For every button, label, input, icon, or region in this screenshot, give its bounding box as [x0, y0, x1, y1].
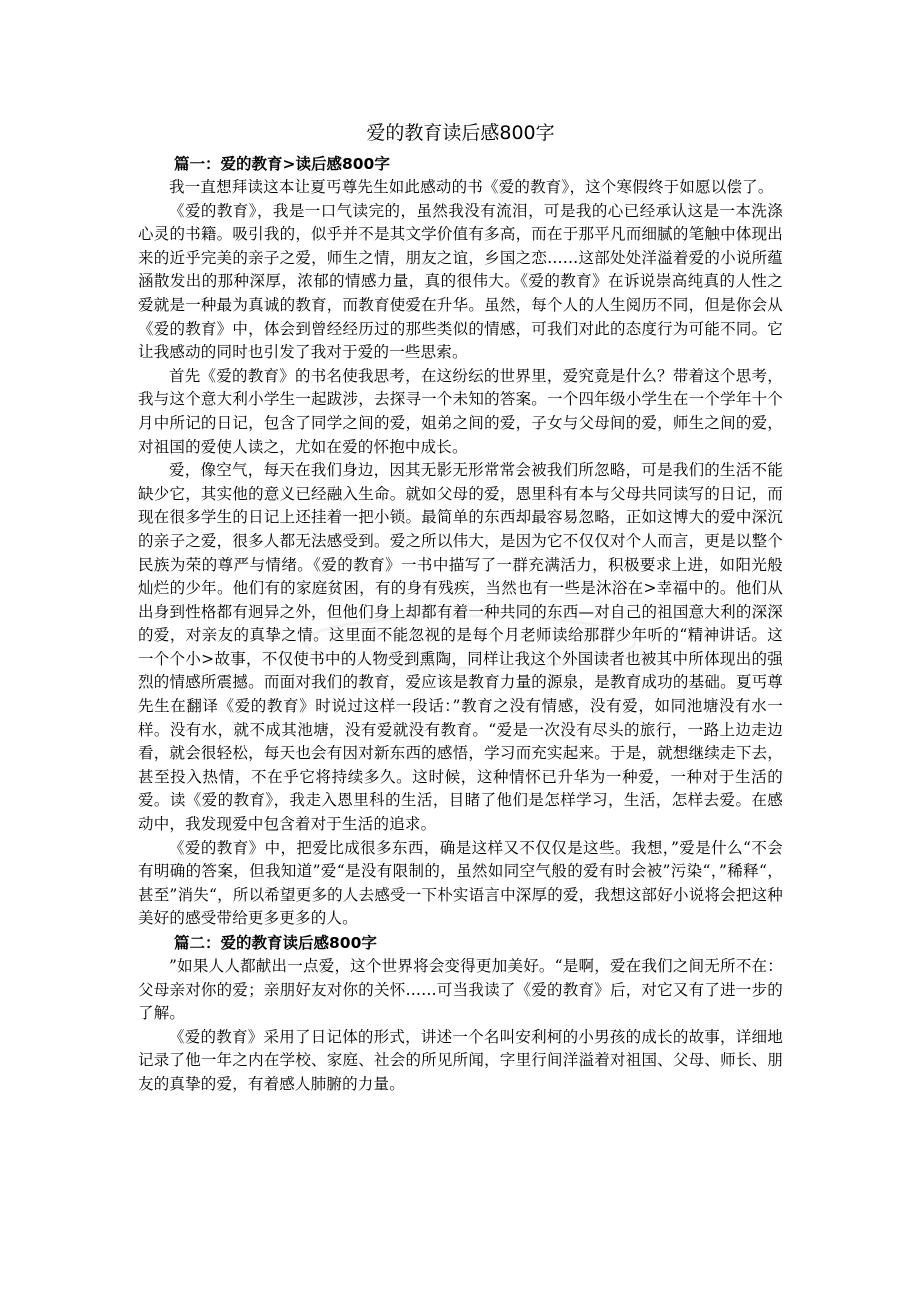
paragraph: 首先《爱的教育》的书名使我思考，在这纷纭的世界里，爱究竟是什么？带着这个思考，我与这个意大利小学生一起跋涉，去探寻一个未知的答案。一个四年级小学生在一个学年十个月中所记的日记，包含了同学之间的爱，姐弟之间的爱，子女与父母间的爱，师生之间的爱，对祖国的爱使人读之，尤如在爱的怀抱中成长。 — [138, 366, 783, 456]
paragraph: 《爱的教育》中，把爱比成很多东西，确是这样又不仅仅是这些。我想，”爱是什么“不会有明确的答案，但我知道”爱“是没有限制的，虽然如同空气般的爱有时会被”污染“，”稀释“，甚至”消失“，所以希望更多的人去感受一下朴实语言中深厚的爱，我想这部好小说将会把这种美好的感受带给更多更多的人。 — [138, 838, 783, 928]
document-title: 爱的教育读后感800字 — [366, 122, 555, 144]
paragraph: 《爱的教育》，我是一口气读完的，虽然我没有流泪，可是我的心已经承认这是一本洗涤心灵的书籍。吸引我的，似乎并不是其文学价值有多高，而在于那平凡而细腻的笔触中体现出来的近乎完美的亲子之爱，师生之情，朋友之谊，乡国之恋……这部处处洋溢着爱的小说所蕴涵散发出的那种深厚，浓郁的情感力量，真的很伟大。《爱的教育》在诉说崇高纯真的人性之爱就是一种最为真诚的教育，而教育使爱在升华。虽然，每个人的人生阅历不同，但是你会从《爱的教育》中，体会到曾经经历过的那些类似的情感，可我们对此的态度行为可能不同。它让我感动的同时也引发了我对于爱的一些思索。 — [138, 201, 783, 362]
section-heading-2: 篇二：爱的教育读后感800字 — [174, 934, 377, 952]
paragraph: 《爱的教育》采用了日记体的形式，讲述一个名叫安利柯的小男孩的成长的故事，详细地记录了他一年之内在学校、家庭、社会的所见所闻，字里行间洋溢着对祖国、父母、师长、朋友的真挚的爱，有着感人肺腑的力量。 — [138, 1027, 783, 1093]
paragraph: 我一直想拜读这本让夏丐尊先生如此感动的书《爱的教育》，这个寒假终于如愿以偿了。 — [169, 178, 774, 196]
paragraph: 爱，像空气，每天在我们身边，因其无影无形常常会被我们所忽略，可是我们的生活不能缺少它，其实他的意义已经融入生命。就如父母的爱，恩里科有本与父母共同读写的日记，而现在很多学生的日记上还挂着一把小锁。最简单的东西却最容易忽略，正如这博大的爱中深沉的亲子之爱，很多人都无法感受到。爱之所以伟大，是因为它不仅仅对个人而言，更是以整个民族为荣的尊严与情绪。《爱的教育》一书中描写了一群充满活力，积极要求上进，如阳光般灿烂的少年。他们有的家庭贫困，有的身有残疾，当然也有一些是沐浴在>幸福中的。他们从出身到性格都有迥异之外，但他们身上却都有着一种共同的东西—对自己的祖国意大利的深深的爱，对亲友的真挚之情。这里面不能忽视的是每个月老师读给那群少年听的“精神讲话。这一个个小>故事，不仅使书中的人物受到熏陶，同样让我这个外国读者也被其中所体现出的强烈的情感所震撼。而面对我们的教育，爱应该是教育力量的源泉，是教育成功的基础。夏丐尊先生在翻译《爱的教育》时说过这样一段话：”教育之没有情感，没有爱，如同池塘没有水一样。没有水，就不成其池塘，没有爱就没有教育。“爱是一次没有尽头的旅行，一路上边走边看，就会很轻松，每天也会有因对新东西的感悟，学习而充实起来。于是，就想继续走下去，甚至投入热情，不在乎它将持续多久。这时候，这种情怀已升华为一种爱，一种对于生活的爱。读《爱的教育》，我走入恩里科的生活，目睹了他们是怎样学习，生活，怎样去爱。在感动中，我发现爱中包含着对于生活的追求。 — [138, 461, 783, 834]
section-heading-1: 篇一：爱的教育>读后感800字 — [174, 155, 390, 173]
document-page — [138, 118, 783, 1097]
paragraph: ”如果人人都献出一点爱，这个世界将会变得更加美好。“是啊，爱在我们之间无所不在：父母亲对你的爱；亲朋好友对你的关怀……可当我读了《爱的教育》后，对它又有了进一步的了解。 — [138, 957, 783, 1023]
